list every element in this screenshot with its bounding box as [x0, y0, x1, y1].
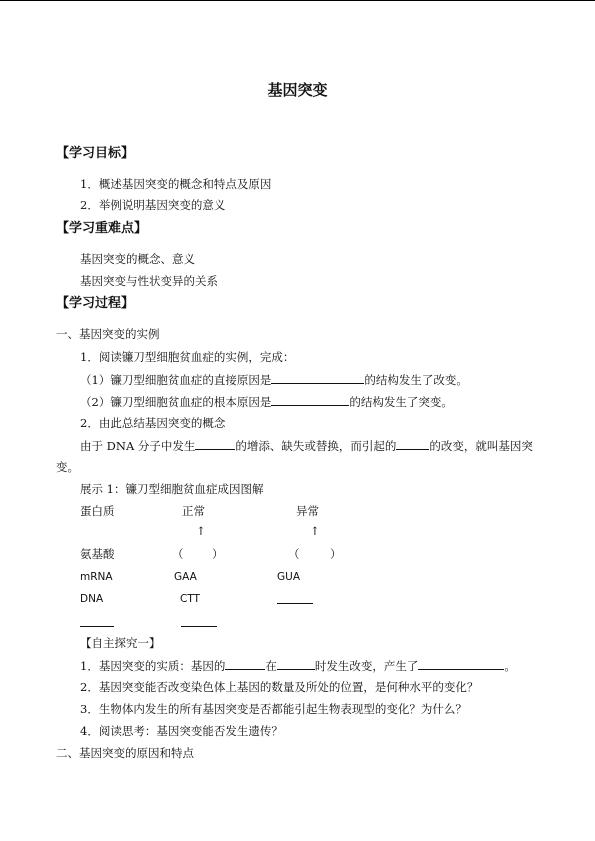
- concept-sentence-end: 变。: [56, 460, 79, 474]
- explore-question-2: 2．基因突变能否改变染色体上基因的数量及所处的位置，是何种水平的变化？: [80, 680, 479, 694]
- key-points-heading: 【学习重难点】: [56, 221, 148, 236]
- explore-heading: 【自主探究一】: [80, 636, 161, 650]
- diagram-codon-normal: GAA: [174, 571, 197, 583]
- blank-direct-cause[interactable]: [271, 372, 364, 384]
- page-title: 基因突变: [267, 81, 328, 99]
- concept-sentence: [80, 438, 533, 453]
- diagram-label-amino-acid: 氨基酸: [80, 547, 115, 561]
- question-1b-prefix: （2）镰刀型细胞贫血症的根本原因是: [80, 395, 272, 409]
- question-1b-suffix: 的结构发生了突变。: [349, 395, 453, 409]
- explore-question-3: 3．生物体内发生的所有基因突变是否都能引起生物表现型的变化？为什么？: [80, 702, 467, 716]
- explore-q1-part-c: 时发生改变，产生了: [314, 659, 419, 673]
- concept-part-b: 的增添、缺失或替换，而引起的: [235, 439, 397, 453]
- process-heading: 【学习过程】: [56, 296, 135, 311]
- concept-part-c: 的改变，就叫基因突: [429, 439, 533, 453]
- diagram-caption: 展示 1：镰刀型细胞贫血症成因图解: [80, 482, 264, 496]
- blank-base-pairs[interactable]: [195, 438, 235, 450]
- goal-item-1: 1．概述基因突变的概念和特点及原因: [80, 177, 272, 191]
- blank-gene-structure[interactable]: [396, 438, 429, 450]
- diagram-dna-second-strand-blank-2[interactable]: [181, 626, 217, 627]
- part1-heading: 一、基因突变的实例: [56, 327, 160, 341]
- key-point-1: 基因突变的概念、意义: [80, 252, 195, 266]
- part1-question-2: 2．由此总结基因突变的概念: [80, 416, 226, 430]
- explore-question-1: [80, 658, 516, 673]
- part1-question-1: 1．阅读镰刀型细胞贫血症的实例，完成：: [80, 350, 295, 364]
- diagram-normal-paren-close: ）: [212, 547, 224, 561]
- diagram-arrow-normal-icon: ↑: [196, 524, 206, 538]
- part1-question-1a: [80, 372, 468, 387]
- goal-item-2: 2．举例说明基因突变的意义: [80, 198, 226, 212]
- diagram-abnormal-paren-close: ）: [330, 547, 342, 561]
- diagram-label-dna: DNA: [80, 593, 104, 605]
- explore-q1-part-b: 在: [265, 659, 277, 673]
- diagram-dna-second-strand-blank-1[interactable]: [80, 626, 114, 627]
- explore-question-4: 4．阅读思考：基因突变能否发生遗传？: [80, 724, 283, 738]
- diagram-normal-paren-open: （: [172, 547, 184, 561]
- blank-gene-location[interactable]: [277, 658, 315, 670]
- question-1a-suffix: 的结构发生了改变。: [364, 373, 468, 387]
- blank-new-gene[interactable]: [418, 658, 504, 670]
- key-point-2: 基因突变与性状变异的关系: [80, 274, 218, 288]
- explore-q1-part-a: 1．基因突变的实质：基因的: [80, 659, 226, 673]
- diagram-arrow-abnormal-icon: ↑: [310, 524, 320, 538]
- blank-gene-part[interactable]: [225, 658, 265, 670]
- explore-q1-part-d: 。: [504, 659, 516, 673]
- concept-part-a: 由于 DNA 分子中发生: [80, 439, 196, 453]
- blank-root-cause[interactable]: [271, 394, 349, 406]
- top-border-line: [0, 0, 595, 1]
- diagram-label-mrna: mRNA: [80, 571, 113, 583]
- diagram-codon-abnormal: GUA: [277, 571, 301, 583]
- question-1a-prefix: （1）镰刀型细胞贫血症的直接原因是: [80, 373, 272, 387]
- diagram-label-protein: 蛋白质: [80, 504, 115, 518]
- diagram-dna-abnormal-blank[interactable]: [277, 603, 313, 604]
- diagram-normal-label: 正常: [182, 504, 205, 518]
- diagram-abnormal-label: 异常: [296, 504, 319, 518]
- diagram-dna-normal: CTT: [180, 593, 200, 605]
- goals-heading: 【学习目标】: [56, 146, 135, 161]
- part1-question-1b: [80, 394, 453, 409]
- part2-heading: 二、基因突变的原因和特点: [56, 746, 194, 760]
- diagram-abnormal-paren-open: （: [288, 547, 300, 561]
